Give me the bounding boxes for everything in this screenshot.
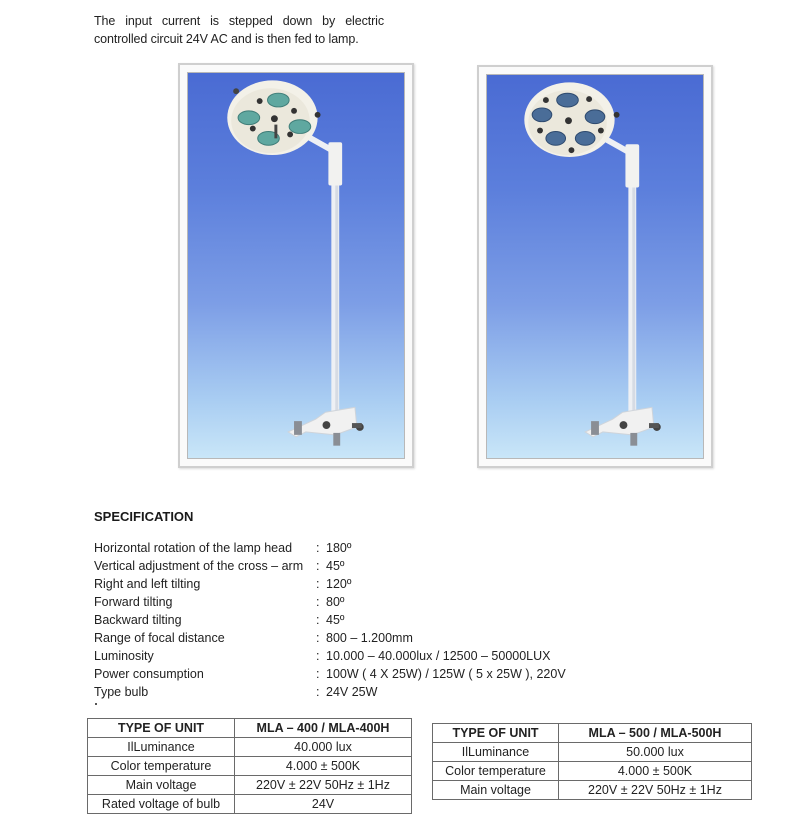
table-header-cell: MLA – 500 / MLA-500H [559,724,752,743]
spec-colon: : [316,577,320,591]
table-cell: 4.000 ± 500K [235,757,412,776]
spec-value: 24V 25W [326,685,378,699]
table-cell: 50.000 lux [559,743,752,762]
table-cell: Main voltage [433,781,559,800]
table-cell: Color temperature [88,757,235,776]
intro-line-1: The input current is stepped down by electric [94,14,384,28]
table-cell: 40.000 lux [235,738,412,757]
spec-value: 45º [326,613,345,627]
table-cell: 24V [235,795,412,814]
spec-value: 120º [326,577,352,591]
table-row [88,738,412,757]
spec-label: Range of focal distance [94,631,225,645]
spec-value: 10.000 – 40.000lux / 12500 – 50000LUX [326,649,551,663]
spec-value: 180º [326,541,352,555]
spec-label: Backward tilting [94,613,182,627]
operating-lamp-4-bulb-image [188,73,404,458]
table-cell: Main voltage [88,776,235,795]
spec-label: Forward tilting [94,595,173,609]
operating-lamp-5-bulb-image [487,75,703,458]
table-row [433,743,752,762]
stray-dot [95,703,97,705]
spec-row [94,647,614,665]
spec-colon: : [316,631,320,645]
specification-heading: SPECIFICATION [94,509,194,524]
specification-list [94,539,614,701]
table-row [88,757,412,776]
spec-value: 100W ( 4 X 25W) / 125W ( 5 x 25W ), 220V [326,667,566,681]
table-header-cell: TYPE OF UNIT [88,719,235,738]
table-row [433,762,752,781]
spec-colon: : [316,685,320,699]
spec-row [94,665,614,683]
spec-row [94,575,614,593]
spec-label: Right and left tilting [94,577,201,591]
spec-colon: : [316,595,320,609]
table-row [88,776,412,795]
table-row [433,781,752,800]
unit-table-mla-500 [432,723,752,800]
spec-label: Horizontal rotation of the lamp head [94,541,293,555]
intro-line-2: controlled circuit 24V AC and is then fed to lamp. [94,32,359,46]
table-cell: IlLuminance [433,743,559,762]
table-row [88,795,412,814]
spec-row [94,629,614,647]
table-header-row [433,724,752,743]
table-header-row [88,719,412,738]
spec-row [94,539,614,557]
spec-value: 80º [326,595,345,609]
spec-colon: : [316,613,320,627]
product-photo-mla-500 [477,65,713,468]
spec-value: 800 – 1.200mm [326,631,413,645]
table-cell: Color temperature [433,762,559,781]
spec-colon: : [316,541,320,555]
product-photo-mla-400 [178,63,414,468]
table-header-cell: MLA – 400 / MLA-400H [235,719,412,738]
intro-paragraph [94,12,384,48]
spec-label: Luminosity [94,649,154,663]
table-cell: 220V ± 22V 50Hz ± 1Hz [559,781,752,800]
spec-colon: : [316,559,320,573]
spec-row [94,611,614,629]
spec-label: Type bulb [94,685,149,699]
spec-row [94,557,614,575]
table-header-cell: TYPE OF UNIT [433,724,559,743]
table-cell: 220V ± 22V 50Hz ± 1Hz [235,776,412,795]
spec-label: Power consumption [94,667,204,681]
spec-row [94,593,614,611]
spec-value: 45º [326,559,345,573]
table-cell: Rated voltage of bulb [88,795,235,814]
spec-row [94,683,614,701]
spec-colon: : [316,649,320,663]
spec-colon: : [316,667,320,681]
table-cell: 4.000 ± 500K [559,762,752,781]
spec-label: Vertical adjustment of the cross – arm [94,559,304,573]
table-cell: IlLuminance [88,738,235,757]
